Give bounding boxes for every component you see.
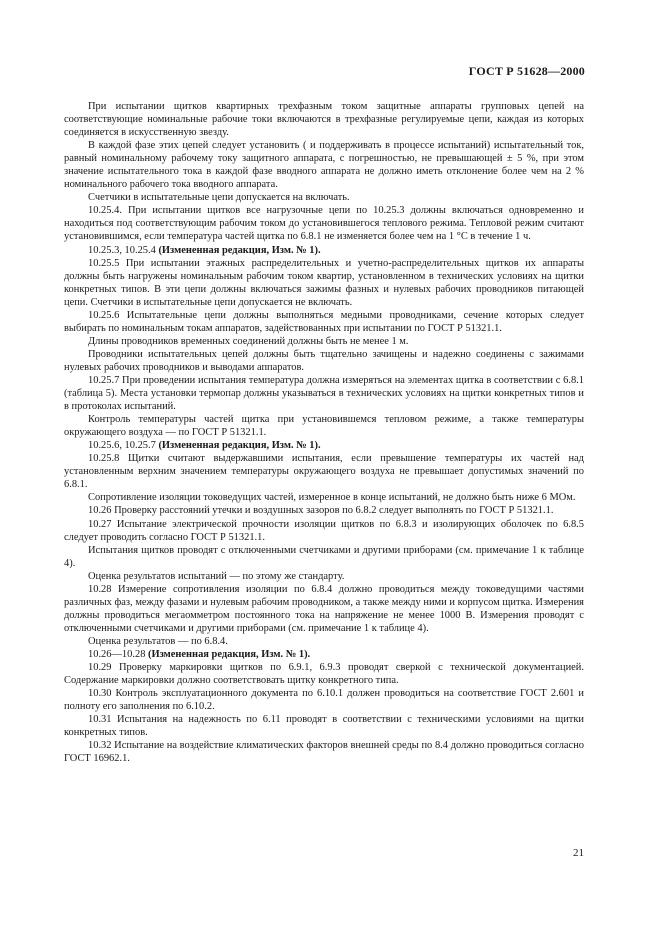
amendment-label: (Измененная редакция, Изм. № 1). [158,244,321,256]
paragraph: 10.26 Проверку расстояний утечки и воздушных зазоров по 6.8.2 следует выполнять по ГОСТ Р 51321.1. [88,505,554,517]
paragraph: Контроль температуры частей щитка при установившемся тепловом режиме, а также температуры окружающего воздуха — по ГОСТ Р 51321.1. [64,414,584,439]
paragraph: 10.29 Проверку маркировки щитков по 6.9.1, 6.9.3 проводят сверкой с технической документацией. Содержание маркировки должно соответствовать щитку конкретного типа. [64,662,584,687]
paragraph: 10.25.6 Испытательные цепи должны выполняться медными проводниками, сечение которых следует выбирать по номинальным токам аппаратов, задействованных при испытании по ГОСТ Р 51321.1. [64,309,584,334]
paragraph: Счетчики в испытательные цепи допускается на включать. [88,192,350,204]
paragraph: 10.25.8 Щитки считают выдержавшими испытания, если превышение температуры их частей над установленным верхним значением температуры окружающего воздуха не превышает допустимых значений по 6.8.1. [64,453,584,491]
paragraph: 10.32 Испытание на воздействие климатических факторов внешней среды по 8.4 должно проводиться согласно ГОСТ 16962.1. [64,740,584,765]
paragraph: Оценка результатов — по 6.8.4. [88,635,228,647]
paragraph: 10.25.5 При испытании этажных распределительных и учетно-распределительных щитков их аппараты должны быть нагружены номинальным рабочим током квартир, установленном в технических условиях на щитки конкретных типов. В эти цепи должны включаться зажимы фазных и нулевых рабочих проводников питающей цепи. Счетчики в испытательные цепи допускается не включать. [64,257,584,308]
paragraph: 10.30 Контроль эксплуатационного документа по 6.10.1 должен проводиться на соответствие ГОСТ 2.601 и полноту его заполнения по 6.10.2. [64,688,584,713]
paragraph: 10.25.7 При проведении испытания температура должна измеряться на элементах щитка в соответствии с 6.8.1 (таблица 5). Места установки термопар должны указываться в технических условиях на щитки конкретных типов и в протоколах испытаний. [64,374,584,413]
amendment-note [64,244,584,257]
amendment-clauses: 10.25.6, 10.25.7 [88,440,159,452]
amendment-clauses: 10.25.3, 10.25.4 [88,244,159,256]
amendment-label: (Измененная редакция, Изм. № 1). [158,440,321,452]
amendment-label: (Измененная редакция, Изм. № 1). [148,648,311,660]
paragraph: 10.28 Измерение сопротивления изоляции по 6.8.4 должно проводиться между токоведущими частями различных фаз, между фазами и нулевым рабочим проводником, а также между ними и корпусом щитка. Измерения должны проводиться мегаомметром постоянного тока на напряжение не менее 1000 В. Измерения проводят с отключенными счетчиками и другими приборами (см. примечание 1 к таблице 4). [64,583,584,634]
paragraph: В каждой фазе этих цепей следует установить ( и поддерживать в процессе испытаний) испытательный ток, равный номинальному рабочему току защитного аппарата, с погрешностью, не превышающей ± 5 %, при этом значение испытательного тока в каждой фазе вводного аппарата не должно иметь отклонение более чем на 2 % номинального рабочего тока вводного аппарата. [64,140,584,191]
document-code-header: ГОСТ Р 51628—2000 [468,64,585,78]
paragraph: 10.25.4. При испытании щитков все нагрузочные цепи по 10.25.3 должны включаться одновременно и находиться под соответствующим рабочим током до установившегося теплового режима. Тепловой режим считают установившимся, если температура частей щитка по 6.8.1 не изменяется более чем на 1 °С в течение 1 ч. [64,205,584,243]
amendment-clauses: 10.26—10.28 [88,648,149,660]
page-number: 21 [573,847,584,859]
paragraph: 10.31 Испытания на надежность по 6.11 проводят в соответствии с техническими условиями на щитки конкретных типов. [64,714,584,739]
paragraph: Сопротивление изоляции токоведущих частей, измеренное в конце испытаний, не должно быть ниже 6 МОм. [88,492,576,504]
amendment-note [64,648,584,661]
paragraph: Испытания щитков проводят с отключенными счетчиками и другими приборами (см. примечание 1 к таблице 4). [64,544,584,569]
amendment-note [64,439,584,452]
paragraph: Длины проводников временных соединений должны быть не менее 1 м. [88,335,409,347]
paragraph: 10.27 Испытание электрической прочности изоляции щитков по 6.8.3 и изолирующих оболочек по 6.8.5 следует проводить согласно ГОСТ Р 51321.1. [64,518,584,543]
document-body [64,100,584,765]
paragraph: Проводники испытательных цепей должны быть тщательно зачищены и надежно соединены с зажимами нулевых рабочих проводников и выводами аппаратов. [64,348,584,373]
paragraph: При испытании щитков квартирных трехфазным током защитные аппараты групповых цепей на соответствующие номинальные рабочие токи включаются в трехфазные регулируемые цепи, каждая из которых соединяется в искусственную звезду. [64,101,584,139]
paragraph: Оценка результатов испытаний — по этому же стандарту. [88,570,345,582]
